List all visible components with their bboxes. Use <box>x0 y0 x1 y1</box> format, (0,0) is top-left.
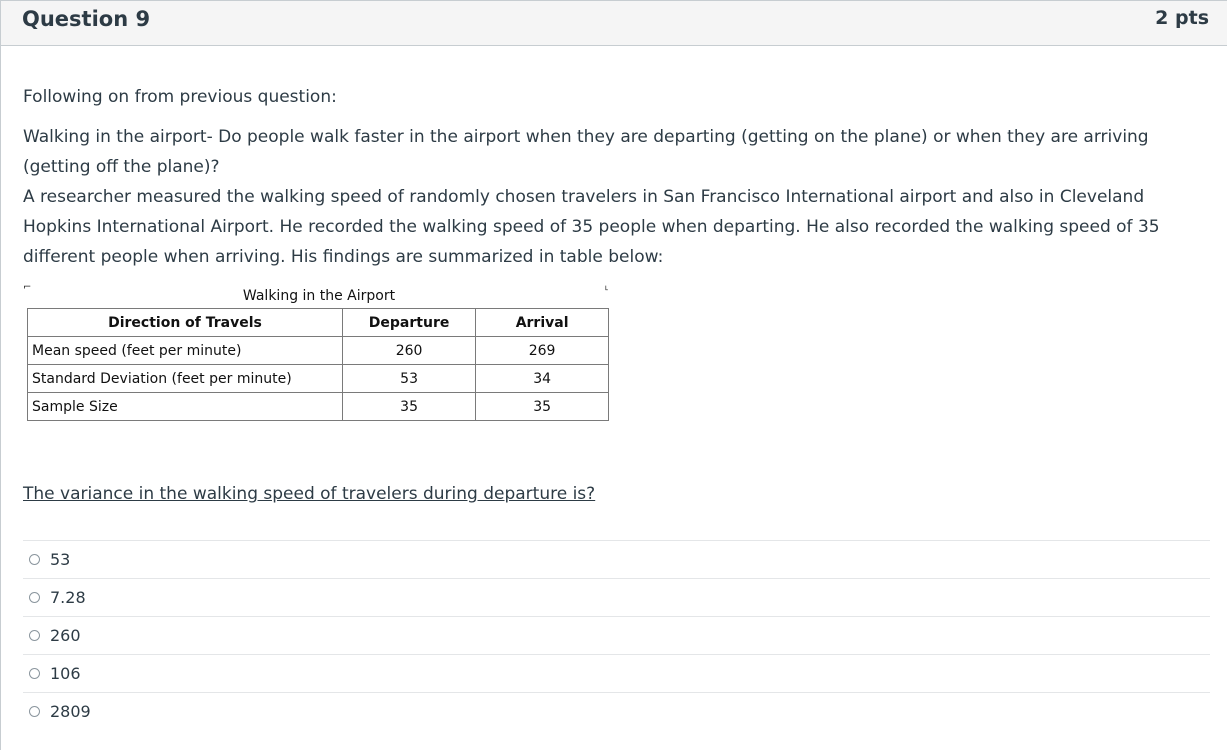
question-header <box>1 0 1227 46</box>
question-prompt <box>23 481 595 507</box>
table-cell: Standard Deviation (feet per minute) <box>28 365 343 393</box>
answer-option[interactable] <box>23 578 1210 616</box>
question-text <box>23 82 1203 272</box>
prompt-text: The variance in the walking speed of travelers during departure is? <box>23 484 596 504</box>
crop-mark-top-right: ˪ <box>605 282 609 293</box>
table-cell: 53 <box>342 365 475 393</box>
question-title: Question 9 <box>22 7 151 31</box>
radio-button[interactable] <box>29 706 40 717</box>
table-cell: 35 <box>476 393 609 421</box>
walking-table <box>27 308 609 421</box>
data-table-figure <box>23 282 613 425</box>
answer-label: 2809 <box>50 702 91 721</box>
table-header-cell: Direction of Travels <box>28 309 343 337</box>
answer-label: 53 <box>50 550 71 569</box>
table-cell: Sample Size <box>28 393 343 421</box>
table-caption: Walking in the Airport <box>242 288 396 304</box>
table-cell: Mean speed (feet per minute) <box>28 337 343 365</box>
table-cell: 34 <box>476 365 609 393</box>
answer-option[interactable] <box>23 616 1210 654</box>
crop-mark-top-left: ⌐ <box>23 282 32 293</box>
table-row <box>28 337 609 365</box>
answer-label: 7.28 <box>50 588 86 607</box>
table-header-row <box>28 309 609 337</box>
table-row <box>28 365 609 393</box>
radio-button[interactable] <box>29 668 40 679</box>
answer-label: 106 <box>50 664 81 683</box>
table-header-cell: Departure <box>342 309 475 337</box>
paragraph-1: Walking in the airport- Do people walk faster in the airport when they are departing (getting on the plane) or when they are arriving (getting off the plane)? <box>23 127 1149 177</box>
table-cell: 260 <box>342 337 475 365</box>
intro-text: Following on from previous question: <box>23 87 337 107</box>
answer-label: 260 <box>50 626 81 645</box>
table-header-cell: Arrival <box>476 309 609 337</box>
answer-option[interactable] <box>23 692 1210 730</box>
radio-button[interactable] <box>29 592 40 603</box>
radio-button[interactable] <box>29 630 40 641</box>
answer-option[interactable] <box>23 654 1210 692</box>
answer-option[interactable] <box>23 540 1210 578</box>
question-points: 2 pts <box>1155 7 1209 29</box>
answer-list <box>23 540 1210 730</box>
table-cell: 35 <box>342 393 475 421</box>
table-row <box>28 393 609 421</box>
radio-button[interactable] <box>29 554 40 565</box>
paragraph-2: A researcher measured the walking speed of randomly chosen travelers in San Francisco International airport and also in Cleveland Hopkins International Airport. He recorded the walking speed of 35 people when departing. He also recorded the walking speed of 35 different people when arriving. His findings are summarized in table below: <box>23 187 1160 267</box>
table-cell: 269 <box>476 337 609 365</box>
